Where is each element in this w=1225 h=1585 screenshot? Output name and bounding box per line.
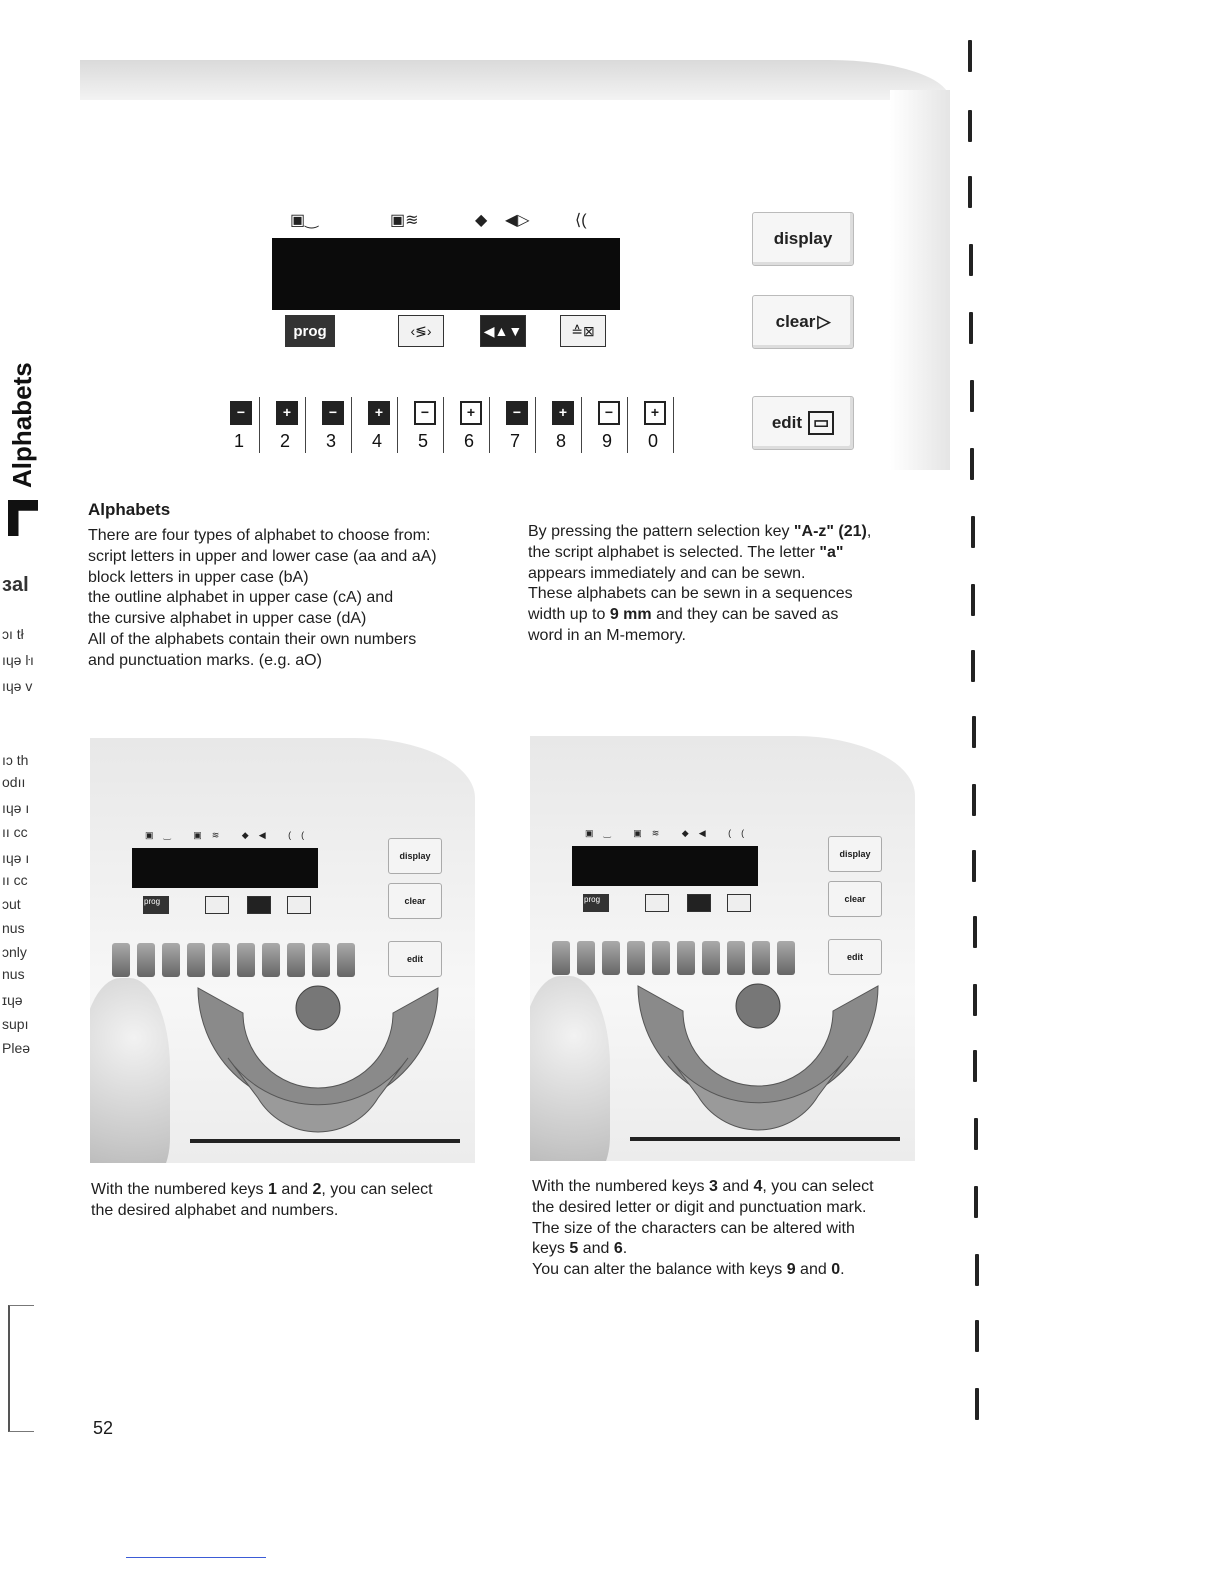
margin-tick (972, 784, 976, 816)
text-run: By pressing the pattern selection key (528, 523, 794, 540)
edit-button[interactable] (752, 396, 854, 450)
text-line: All of the alphabets contain their own numbers (88, 630, 417, 648)
caption-right (532, 1177, 952, 1281)
text-line (532, 1260, 952, 1281)
key-number: 7 (510, 431, 521, 451)
number-key[interactable] (502, 395, 542, 455)
key-reference: 4 (753, 1178, 763, 1195)
arrows-icon: ◀▲▼ (483, 322, 523, 339)
number-key[interactable] (640, 395, 680, 455)
stitch-length-button[interactable] (287, 896, 311, 914)
lcd-display (132, 848, 318, 888)
minus-icon: − (414, 401, 436, 425)
key-reference: 5 (569, 1240, 579, 1258)
key-reference: 1 (267, 1181, 277, 1198)
speaker-icon: ⟨( (575, 212, 587, 229)
side-fragment: ıɥə ŀı (2, 652, 34, 668)
stitch-width-icon: ‹≶› (410, 322, 432, 339)
text-line: and punctuation marks. (e.g. aO) (88, 651, 322, 669)
side-fragment: ɔnly (2, 944, 27, 960)
margin-tick (968, 176, 972, 208)
text-line: appears immediately and can be sewn. (528, 564, 806, 582)
panel-stripe (190, 1139, 460, 1143)
text-run: , (866, 523, 872, 540)
side-fragment: ɔut (2, 896, 21, 912)
key-number: 5 (418, 431, 429, 451)
edit-button[interactable]: edit (828, 939, 882, 975)
arrow-button[interactable] (480, 315, 526, 347)
control-panel-photo (80, 60, 950, 470)
number-key[interactable] (112, 943, 130, 977)
finger (530, 976, 610, 1161)
lcd-icon-row (290, 210, 650, 234)
lcd-icon-row: ▣‿ ▣≋ ◆◀ (( (145, 830, 315, 840)
stitch-width-button[interactable] (645, 894, 669, 912)
minus-icon: − (230, 401, 252, 425)
key-number: 1 (234, 431, 245, 451)
minus-icon: − (506, 401, 528, 425)
stitch-width-button[interactable] (205, 896, 229, 914)
text-line (532, 1239, 952, 1260)
footer-rule (126, 1557, 266, 1558)
mirror-icon: ◀▷ (505, 212, 530, 229)
side-fragment: ɪɥə (2, 992, 23, 1008)
section-heading: Alphabets (88, 500, 171, 519)
number-key[interactable] (456, 395, 496, 455)
text-run: . (622, 1240, 628, 1258)
number-key[interactable] (162, 943, 180, 977)
text-run: With the numbered keys (532, 1178, 709, 1195)
stitch-length-button[interactable] (560, 315, 606, 347)
plus-icon: + (644, 401, 666, 425)
side-fragment: ıɥə ı (2, 800, 30, 816)
edit-button[interactable]: edit (388, 941, 442, 977)
display-button[interactable] (752, 212, 854, 266)
plus-icon: + (368, 401, 390, 425)
text-run: keys (532, 1240, 570, 1258)
text-run: You can alter the balance with keys (532, 1261, 787, 1279)
photo-keys-1-2 (90, 738, 475, 1163)
text-run: and (717, 1178, 754, 1195)
prog-button[interactable]: prog (143, 896, 169, 914)
text-run: , you can select (321, 1181, 433, 1198)
side-tab-mark (8, 500, 38, 536)
stitch-pattern-icon: ▣≋ (390, 212, 419, 229)
prog-button[interactable]: prog (285, 315, 335, 347)
side-tab-label: Alphabets (7, 362, 37, 488)
key-reference: "a" (819, 543, 844, 561)
minus-icon: − (322, 401, 344, 425)
margin-tick (968, 110, 972, 142)
lcd-icon-row: ▣‿ ▣≋ ◆◀ (( (585, 828, 755, 838)
stitch-length-icon: ≙⊠ (571, 322, 595, 339)
text-run: width up to (528, 606, 610, 624)
text-line: These alphabets can be sewn in a sequences (528, 585, 853, 603)
needle-position-icon: ◆ (475, 212, 488, 229)
side-fragment: ɔı tł (2, 626, 24, 642)
text-line (532, 1177, 952, 1198)
number-key[interactable] (602, 941, 620, 975)
clear-label: clear (775, 312, 816, 331)
panel-side (890, 90, 950, 470)
text-line (91, 1180, 511, 1201)
margin-tick (974, 1186, 978, 1218)
margin-tick (971, 516, 975, 548)
text-run: With the numbered keys (91, 1181, 268, 1198)
key-reference: 6 (613, 1240, 623, 1258)
clear-button[interactable]: clear (828, 881, 882, 917)
number-key[interactable] (577, 941, 595, 975)
pattern-selection-dial (628, 966, 888, 1161)
lcd-display (272, 238, 620, 310)
key-number: 2 (280, 431, 291, 451)
margin-tick (973, 984, 977, 1016)
key-number: 0 (648, 431, 659, 451)
text-line: the desired letter or digit and punctuation mark. (532, 1198, 867, 1216)
margin-tick (968, 40, 972, 72)
key-reference: 0 (831, 1261, 841, 1279)
side-fragment: ıɥə ı (2, 850, 30, 866)
number-key[interactable] (272, 395, 312, 455)
key-number: 3 (326, 431, 337, 451)
margin-tick (973, 1050, 977, 1082)
key-number: 4 (372, 431, 383, 451)
number-key[interactable] (318, 395, 358, 455)
margin-tick (975, 1320, 979, 1352)
panel-stripe (630, 1137, 900, 1141)
side-tab (0, 360, 48, 550)
key-reference: 3 (708, 1178, 718, 1195)
margin-tick (971, 584, 975, 616)
prog-button[interactable]: prog (583, 894, 609, 912)
stitch-width-button[interactable] (398, 315, 444, 347)
side-fragment: nus (2, 920, 25, 936)
finger (90, 978, 170, 1163)
number-key[interactable] (137, 943, 155, 977)
text-run: the script alphabet is selected. The letter (528, 543, 820, 561)
left-text-column (88, 526, 518, 672)
side-fragment: Pleə (2, 1040, 31, 1056)
key-reference: 9 mm (609, 606, 652, 624)
number-key[interactable] (226, 395, 266, 455)
lcd-button-row (575, 894, 755, 912)
plus-icon: + (552, 401, 574, 425)
text-run: and they can be saved as (651, 606, 839, 624)
margin-tick (975, 1254, 979, 1286)
stitch-icon: ▣‿ (290, 212, 318, 229)
side-fragment: ɜal (2, 574, 29, 596)
margin-tick (969, 312, 973, 344)
number-key[interactable] (548, 395, 588, 455)
margin-tick (970, 448, 974, 480)
side-fragment: nus (2, 966, 25, 982)
page-number: 52 (93, 1418, 114, 1438)
side-fragment: ıı cc (2, 872, 28, 888)
text-line: block letters in upper case (bA) (88, 568, 309, 586)
side-fragment: supı (2, 1016, 29, 1032)
lcd-button-row (135, 896, 315, 914)
arrow-button[interactable] (247, 896, 271, 914)
clear-button[interactable] (752, 295, 854, 349)
stitch-length-button[interactable] (727, 894, 751, 912)
number-key[interactable] (364, 395, 404, 455)
side-fragment: ıı cc (2, 824, 28, 840)
display-button[interactable]: display (828, 836, 882, 872)
clear-button[interactable]: clear (388, 883, 442, 919)
text-run: and (795, 1261, 832, 1279)
arrow-button[interactable] (687, 894, 711, 912)
text-run: and (276, 1181, 313, 1198)
display-button[interactable]: display (388, 838, 442, 874)
number-key[interactable] (552, 941, 570, 975)
key-reference: "A-z" (21) (793, 523, 867, 540)
edge-bracket (8, 1305, 34, 1432)
side-fragment: ıɔ th (2, 752, 29, 768)
plus-icon: + (276, 401, 298, 425)
machine-icon: ▭ (808, 411, 834, 435)
display-label: display (773, 229, 833, 248)
number-key[interactable] (410, 395, 450, 455)
margin-tick (972, 850, 976, 882)
pattern-selection-dial (188, 968, 448, 1163)
key-number: 6 (464, 431, 475, 451)
margin-tick (975, 1388, 979, 1420)
photo-keys-3-4 (530, 736, 915, 1161)
number-key[interactable] (594, 395, 634, 455)
text-line: the cursive alphabet in upper case (dA) (88, 610, 367, 628)
text-line: script letters in upper and lower case (aa and aA) (88, 547, 437, 565)
plus-icon: + (460, 401, 482, 425)
panel-edge (80, 60, 950, 100)
text-line: word in an M-memory. (528, 626, 686, 644)
side-fragment: ıɥə v (2, 678, 33, 694)
text-run: . (840, 1261, 845, 1279)
text-run: , you can select (762, 1178, 874, 1195)
caption-left (91, 1180, 511, 1222)
text-line: the outline alphabet in upper case (cA) and (88, 589, 394, 607)
key-number: 8 (556, 431, 567, 451)
text-run: and (578, 1240, 614, 1258)
key-reference: 9 (786, 1261, 796, 1279)
margin-tick (973, 916, 977, 948)
right-text-column (528, 522, 928, 647)
margin-tick (971, 650, 975, 682)
clear-arrow-icon: ▷ (817, 312, 831, 331)
text-line (528, 605, 928, 626)
text-line (528, 543, 928, 564)
margin-tick (969, 244, 973, 276)
minus-icon: − (598, 401, 620, 425)
margin-tick (972, 716, 976, 748)
margin-tick (974, 1118, 978, 1150)
key-reference: 2 (312, 1181, 322, 1198)
side-fragment: odıı (2, 774, 26, 790)
edit-label: edit (771, 413, 803, 432)
text-line: The size of the characters can be altered with (532, 1219, 855, 1237)
margin-tick (970, 380, 974, 412)
lcd-display (572, 846, 758, 886)
text-line: There are four types of alphabet to choose from: (88, 527, 431, 544)
key-number: 9 (602, 431, 613, 451)
text-line (528, 522, 928, 543)
text-line: the desired alphabet and numbers. (91, 1201, 339, 1219)
